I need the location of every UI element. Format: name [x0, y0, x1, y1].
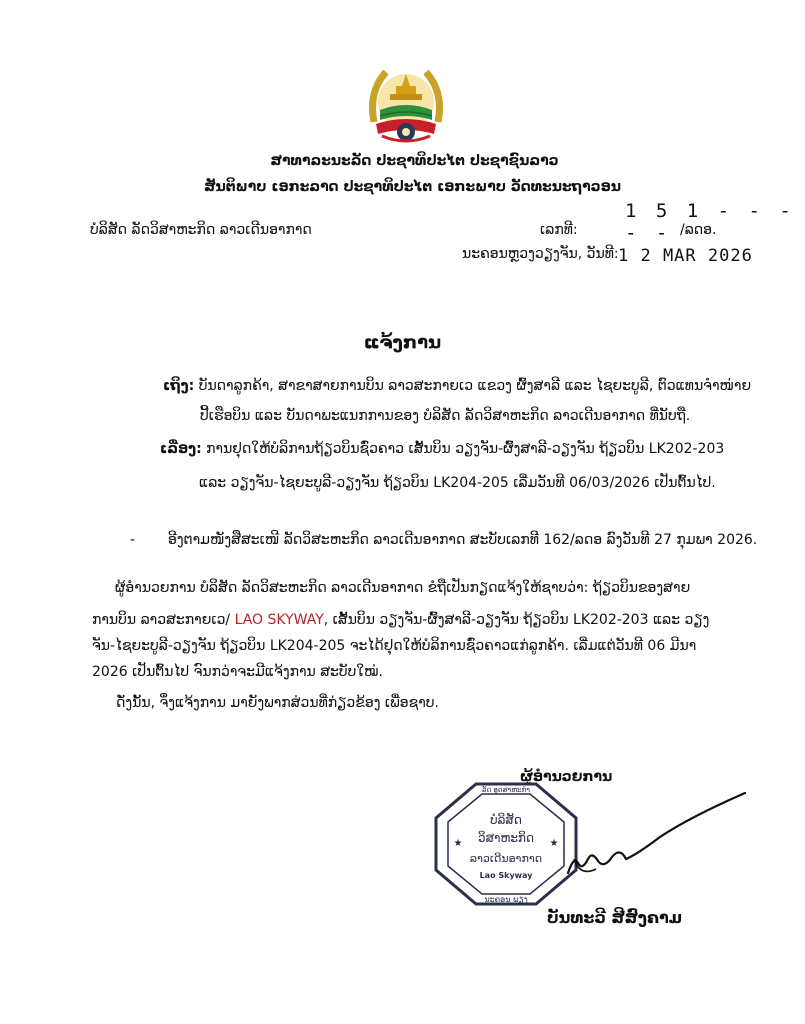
svg-text:★: ★ [453, 838, 463, 849]
subject-line-2: ແລະ ວຽງຈັນ-ໄຊຍະບູລີ-ວຽງຈັນ ຖ້ຽວບິນ LK204-205 ເລີ່ມວັນທີ 06/03/2026 ເປັນຕົ້ນໄປ. [199, 475, 716, 491]
body-line-4: 2026 ເປັນຕົ້ນໄປ ຈົນກວ່າຈະມີແຈ້ງການ ສະບັບໃໝ່. [92, 664, 383, 680]
doc-number-value: 1 5 1 - - - - - [625, 200, 795, 244]
stamp-bottom-text: ນະຄອນ ພຽງ [484, 895, 528, 904]
reference-text: ອີງຕາມໜັງສືສະເໜີ ລັດວິສະຫະກິດ ລາວເດີນອາກາດ ສະບັບເລກທີ 162/ລດອ ລົງວັນທີ 27 ກຸມພາ 2026. [168, 532, 758, 548]
body-line-2-pre: ການບິນ ລາວສະກາຍເວ/ [92, 612, 235, 628]
date-value: 1 2 MAR 2026 [618, 246, 753, 266]
stamp-top-text: ລັດ ອຸດສາຫະກໍາ [482, 786, 530, 794]
subject-label: ເລື່ອງ: [160, 441, 202, 457]
signatory-title: ຜູ້ອໍານວຍການ [520, 769, 613, 785]
brand-name: LAO SKYWAY [234, 612, 324, 628]
doc-number-label: ເລກທີ: [540, 222, 578, 238]
stamp-line-1: ບໍລິສັດ [490, 813, 522, 827]
national-emblem-icon [364, 62, 448, 146]
recipient-line-1 [163, 378, 751, 394]
country-name-line: ສາທາລະນະລັດ ປະຊາທິປະໄຕ ປະຊາຊົນລາວ [270, 153, 559, 169]
recipient-text-1: ບັນດາລູກຄ້າ, ສາຂາສາຍການບິນ ລາວສະກາຍເວ ແຂວງ ຜົ້ງສາລີ ແລະ ໄຊຍະບູລີ, ຕົວແທນຈໍາໜ່າຍ [194, 378, 752, 394]
body-line-2-post: , ເສັ້ນບິນ ວຽງຈັນ-ຜົ້ງສາລີ-ວຽງຈັນ ຖ້ຽວບິນ LK202-203 ແລະ ວຽງ [323, 612, 710, 628]
reference-bullet: - [130, 532, 136, 548]
svg-text:★: ★ [549, 838, 559, 849]
subject-line-1 [160, 441, 724, 457]
stamp-line-3: ລາວເດີນອາກາດ [469, 852, 543, 865]
closing-line: ດັ່ງນັ້ນ, ຈຶ່ງແຈ້ງການ ມາຍັງພາກສ່ວນທີ່ກ່ຽວຂ້ອງ ເພື່ອຊາບ. [116, 695, 439, 711]
stamp-line-2: ວິສາຫະກິດ [478, 831, 534, 845]
national-motto-line: ສັນຕິພາບ ເອກະລາດ ປະຊາທິປະໄຕ ເອກະພາບ ວັດທະນະຖາວອນ [203, 179, 622, 195]
body-line-3: ຈັນ-ໄຊຍະບູລີ-ວຽງຈັນ ຖ້ຽວບິນ LK204-205 ຈະໄດ້ຢຸດໃຫ້ບໍລິການຊົ່ວຄາວແກ່ລູກຄ້າ. ເລີ່ມແຕ່ວັນທີ 06 ມີນາ [92, 638, 697, 654]
signatory-name: ບັນທະວີ ສີສົງຄາມ [547, 908, 683, 927]
issuing-organization: ບໍລິສັດ ລັດວິສາຫະກິດ ລາວເດີນອາກາດ [90, 222, 312, 238]
body-line-2 [92, 612, 709, 628]
recipient-line-2: ປີ້ເຮືອບິນ ແລະ ບັນດາພະແນກການຂອງ ບໍລິສັດ ລັດວິສາຫະກິດ ລາວເດີນອາກາດ ທີ່ນັບຖື. [200, 408, 691, 424]
document-title: ແຈ້ງການ [363, 332, 442, 353]
doc-number-suffix: /ລດອ. [680, 222, 717, 238]
date-label: ນະຄອນຫຼວງວຽງຈັນ, ວັນທີ: [462, 246, 619, 262]
body-line-1: ຜູ້ອໍານວຍການ ບໍລິສັດ ລັດວິສະຫະກິດ ລາວເດີນອາກາດ ຂໍຖືເປັນກຽດແຈ້ງໃຫ້ຊາບວ່າ: ຖ້ຽວບິນຂອງສາຍ [115, 580, 691, 596]
stamp-line-4: Lao Skyway [479, 871, 533, 880]
handwritten-signature [540, 785, 750, 880]
subject-text-1: ການຢຸດໃຫ້ບໍລິການຖ້ຽວບິນຊົ່ວຄາວ ເສັ້ນບິນ ວຽງຈັນ-ຜົ້ງສາລີ-ວຽງຈັນ ຖ້ຽວບິນ LK202-203 [201, 441, 725, 457]
recipient-label: ເຖິງ: [163, 378, 195, 394]
